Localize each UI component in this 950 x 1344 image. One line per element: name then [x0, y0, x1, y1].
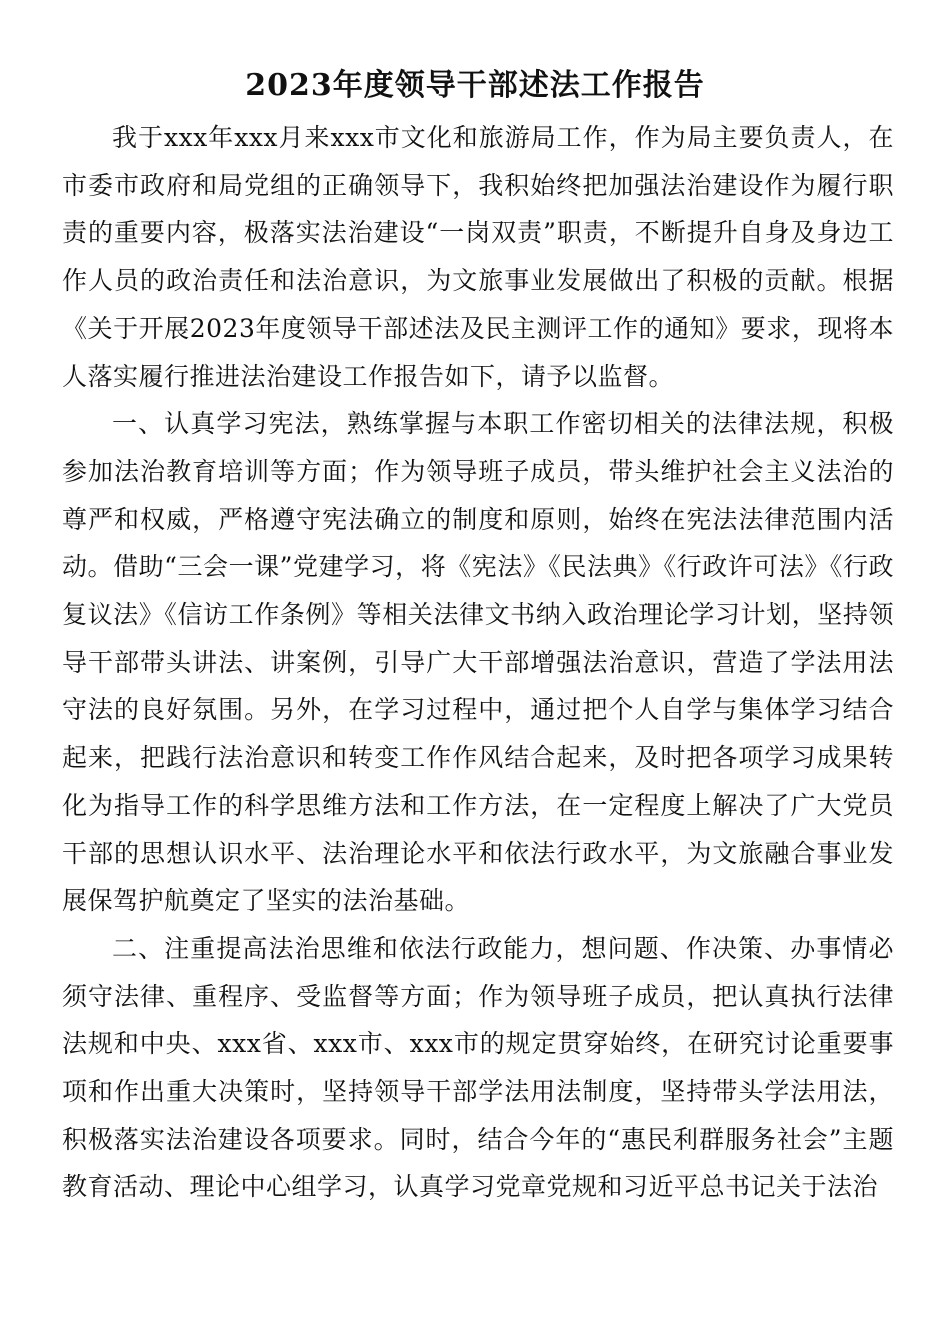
paragraph-section-2: 二、注重提高法治思维和依法行政能力，想问题、作决策、办事情必须守法律、重程序、受监督等方面；作为领导班子成员，把认真执行法律法规和中央、xxx省、xxx市、xxx市的规定贯穿始终，在研究讨论重要事项和作出重大决策时，坚持领导干部学法用法制度，坚持带头学法用法，积极落实法治建设各项要求。同时，结合今年的“惠民利群服务社会”主题教育活动、理论中心组学习，认真学习党章党规和习近平总书记关于法治: [62, 933, 894, 1202]
document-title: 2023年度领导干部述法工作报告: [245, 68, 705, 103]
paragraph-intro: 我于xxx年xxx月来xxx市文化和旅游局工作，作为局主要负责人，在市委市政府和局党组的正确领导下，我积始终把加强法治建设作为履行职责的重要内容，极落实法治建设“一岗双责”职责，不断提升自身及身边工作人员的政治责任和法治意识，为文旅事业发展做出了积极的贡献。根据《关于开展2023年度领导干部述法及民主测评工作的通知》要求，现将本人落实履行推进法治建设工作报告如下，请予以监督。: [62, 123, 894, 391]
document-body: [62, 114, 894, 1211]
paragraph-section-1: 一、认真学习宪法，熟练掌握与本职工作密切相关的法律法规，积极参加法治教育培训等方面；作为领导班子成员，带头维护社会主义法治的尊严和权威，严格遵守宪法确立的制度和原则，始终在宪法法律范围内活动。借助“三会一课”党建学习，将《宪法》《民法典》《行政许可法》《行政复议法》《信访工作条例》等相关法律文书纳入政治理论学习计划，坚持领导干部带头讲法、讲案例，引导广大干部增强法治意识，营造了学法用法守法的良好氛围。另外，在学习过程中，通过把个人自学与集体学习结合起来，把践行法治意识和转变工作作风结合起来，及时把各项学习成果转化为指导工作的科学思维方法和工作方法，在一定程度上解决了广大党员干部的思想认识水平、法治理论水平和依法行政水平，为文旅融合事业发展保驾护航奠定了坚实的法治基础。: [62, 409, 894, 916]
